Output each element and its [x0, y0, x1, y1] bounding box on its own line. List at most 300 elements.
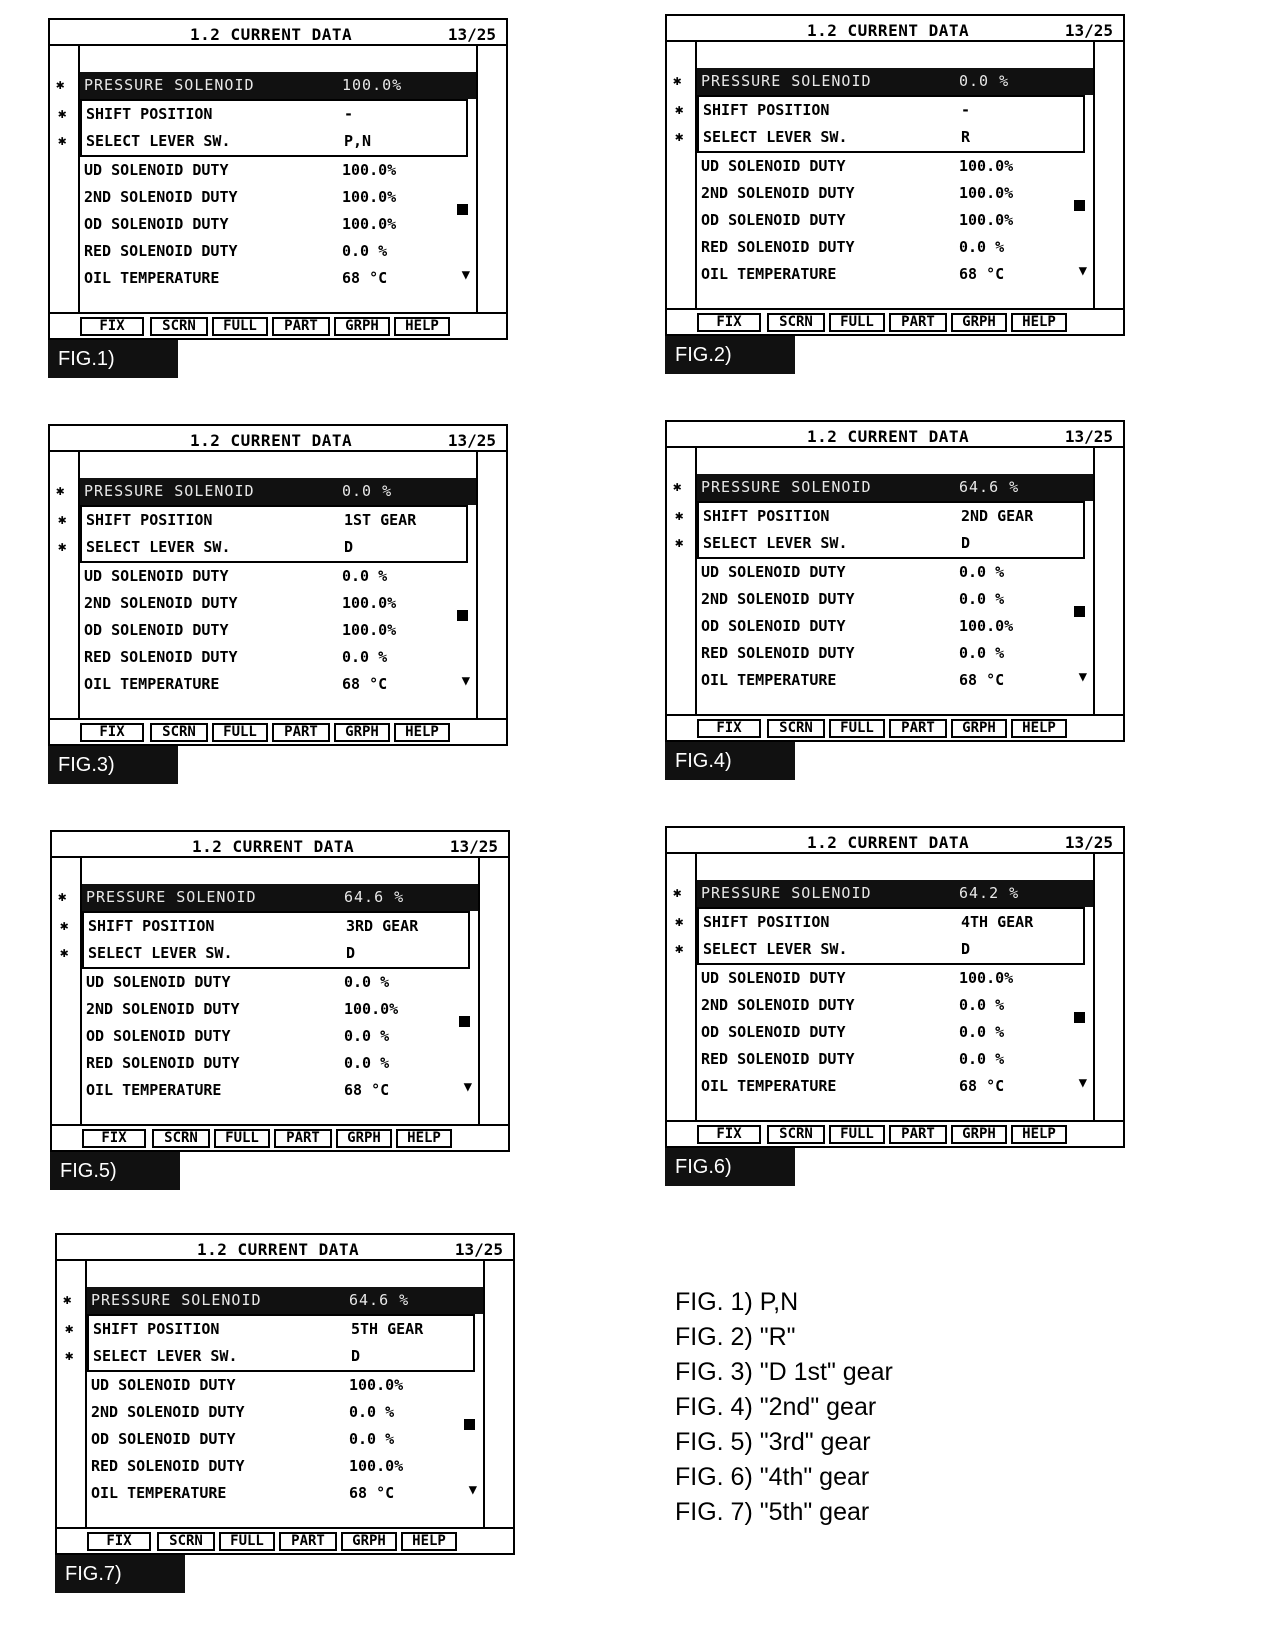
data-value: 100.0%: [959, 969, 1014, 987]
data-label: SHIFT POSITION: [93, 1320, 220, 1338]
function-key-scrn[interactable]: SCRN: [157, 1532, 215, 1551]
screen-title-bar: [667, 422, 1123, 448]
data-row[interactable]: [58, 505, 468, 534]
scan-screen: [665, 420, 1125, 742]
scrollbar[interactable]: [463, 858, 480, 1124]
scrollbar[interactable]: [461, 452, 478, 718]
function-key-grph[interactable]: GRPH: [336, 1129, 392, 1148]
function-key-scrn[interactable]: SCRN: [150, 317, 208, 336]
screen-title-bar: [50, 426, 506, 452]
function-key-fix[interactable]: FIX: [80, 317, 144, 336]
data-label: OD SOLENOID DUTY: [701, 617, 846, 635]
data-row[interactable]: [697, 1046, 1093, 1073]
page-counter: 13/25: [1064, 427, 1113, 446]
data-label: UD SOLENOID DUTY: [84, 567, 229, 585]
data-list: [56, 478, 476, 698]
data-label: SHIFT POSITION: [703, 913, 830, 931]
data-label: UD SOLENOID DUTY: [84, 161, 229, 179]
scrollbar[interactable]: [468, 1261, 485, 1527]
data-row[interactable]: [80, 211, 476, 238]
marker-icon: ✱: [673, 479, 682, 495]
function-key-help[interactable]: HELP: [394, 317, 450, 336]
figure-tag: FIG.1): [48, 340, 178, 378]
function-key-scrn[interactable]: SCRN: [152, 1129, 210, 1148]
function-key-fix[interactable]: FIX: [80, 723, 144, 742]
function-key-help[interactable]: HELP: [396, 1129, 452, 1148]
function-key-help[interactable]: HELP: [394, 723, 450, 742]
data-label: RED SOLENOID DUTY: [86, 1054, 240, 1072]
data-label: RED SOLENOID DUTY: [84, 242, 238, 260]
data-label: RED SOLENOID DUTY: [91, 1457, 245, 1475]
data-row[interactable]: [60, 911, 470, 940]
function-key-scrn[interactable]: SCRN: [767, 1125, 825, 1144]
data-value: 0.0 %: [959, 72, 1010, 90]
data-label: SELECT LEVER SW.: [86, 538, 231, 556]
function-key-help[interactable]: HELP: [1011, 313, 1067, 332]
data-list: [63, 1287, 483, 1507]
data-label: UD SOLENOID DUTY: [86, 973, 231, 991]
marker-icon: ✱: [58, 889, 67, 905]
data-value: 5TH GEAR: [351, 1320, 424, 1338]
scroll-down-icon[interactable]: ▼: [1078, 1075, 1087, 1091]
data-label: OIL TEMPERATURE: [86, 1081, 222, 1099]
data-row[interactable]: [697, 586, 1093, 613]
data-value: 64.6 %: [349, 1291, 410, 1309]
marker-icon: ✱: [56, 483, 65, 499]
data-value: 100.0%: [349, 1457, 404, 1475]
data-list: [56, 72, 476, 292]
function-key-scrn[interactable]: SCRN: [767, 719, 825, 738]
data-value: 0.0 %: [344, 1027, 390, 1045]
screen-title-bar: [52, 832, 508, 858]
data-row[interactable]: [80, 157, 476, 184]
data-label: PRESSURE SOLENOID: [86, 888, 257, 906]
data-label: UD SOLENOID DUTY: [91, 1376, 236, 1394]
data-label: RED SOLENOID DUTY: [701, 238, 855, 256]
scroll-down-icon[interactable]: ▼: [1078, 669, 1087, 685]
function-key-bar: [667, 1120, 1123, 1146]
data-label: OD SOLENOID DUTY: [86, 1027, 231, 1045]
screen-title-bar: [57, 1235, 513, 1261]
data-label: PRESSURE SOLENOID: [84, 76, 255, 94]
data-label: SELECT LEVER SW.: [93, 1347, 238, 1365]
data-value: 100.0%: [342, 161, 397, 179]
marker-icon: ✱: [675, 129, 684, 145]
data-list: [673, 474, 1093, 694]
scan-tool-panel: [55, 1233, 515, 1593]
function-key-fix[interactable]: FIX: [697, 313, 761, 332]
marker-icon: ✱: [675, 535, 684, 551]
data-label: PRESSURE SOLENOID: [701, 72, 872, 90]
data-row[interactable]: [58, 884, 478, 911]
marker-icon: ✱: [60, 918, 69, 934]
scan-tool-panel: [665, 14, 1125, 374]
scan-screen: [50, 830, 510, 1152]
function-key-fix[interactable]: FIX: [82, 1129, 146, 1148]
data-row[interactable]: [63, 1287, 483, 1314]
data-row[interactable]: [65, 1343, 475, 1372]
data-value: D: [346, 944, 356, 962]
marker-icon: ✱: [673, 885, 682, 901]
data-row[interactable]: [673, 68, 1093, 95]
data-label: SHIFT POSITION: [703, 101, 830, 119]
page-counter: 13/25: [447, 25, 496, 44]
data-value: 100.0%: [959, 157, 1014, 175]
data-row[interactable]: [82, 996, 478, 1023]
scrollbar[interactable]: [1078, 42, 1095, 308]
data-label: OIL TEMPERATURE: [84, 269, 220, 287]
scan-tool-panel: [48, 424, 508, 784]
data-row[interactable]: [697, 1073, 1093, 1100]
data-label: SHIFT POSITION: [86, 105, 213, 123]
data-row[interactable]: [87, 1480, 483, 1507]
data-label: OD SOLENOID DUTY: [701, 1023, 846, 1041]
data-value: 64.6 %: [959, 478, 1020, 496]
data-row[interactable]: [697, 559, 1093, 586]
scan-tool-panel: [50, 830, 510, 1190]
function-key-bar: [57, 1527, 513, 1553]
data-label: SHIFT POSITION: [88, 917, 215, 935]
marker-icon: ✱: [675, 914, 684, 930]
function-key-part[interactable]: PART: [272, 317, 330, 336]
data-value: 0.0 %: [342, 648, 388, 666]
data-row[interactable]: [80, 644, 476, 671]
data-value: 68 °C: [959, 1077, 1005, 1095]
scan-screen: [665, 14, 1125, 336]
data-value: 100.0%: [344, 1000, 399, 1018]
data-label: PRESSURE SOLENOID: [701, 478, 872, 496]
marker-icon: ✱: [58, 539, 67, 555]
scroll-down-icon[interactable]: ▼: [1078, 263, 1087, 279]
data-row[interactable]: [697, 965, 1093, 992]
data-value: 68 °C: [342, 675, 388, 693]
data-row[interactable]: [697, 667, 1093, 694]
function-key-part[interactable]: PART: [889, 313, 947, 332]
data-value: D: [344, 538, 354, 556]
data-row[interactable]: [65, 1314, 475, 1343]
screen-title: 1.2 CURRENT DATA: [807, 21, 970, 40]
data-value: 0.0 %: [959, 590, 1005, 608]
data-row[interactable]: [673, 880, 1093, 907]
data-row[interactable]: [87, 1399, 483, 1426]
data-row[interactable]: [675, 95, 1085, 124]
data-label: SELECT LEVER SW.: [703, 940, 848, 958]
screen-title-bar: [50, 20, 506, 46]
figure-tag: FIG.7): [55, 1555, 185, 1593]
data-row[interactable]: [80, 671, 476, 698]
data-value: D: [351, 1347, 361, 1365]
page-counter: 13/25: [1064, 833, 1113, 852]
data-value: 68 °C: [344, 1081, 390, 1099]
scrollbar[interactable]: [1078, 854, 1095, 1120]
function-key-full[interactable]: FULL: [219, 1532, 275, 1551]
marker-icon: ✱: [60, 945, 69, 961]
data-row[interactable]: [697, 1019, 1093, 1046]
marker-icon: ✱: [675, 508, 684, 524]
function-key-part[interactable]: PART: [889, 1125, 947, 1144]
page-counter: 13/25: [1064, 21, 1113, 40]
figure-legend: [675, 1285, 893, 1530]
data-label: 2ND SOLENOID DUTY: [86, 1000, 240, 1018]
data-value: 100.0%: [342, 215, 397, 233]
function-key-grph[interactable]: GRPH: [951, 719, 1007, 738]
function-key-grph[interactable]: GRPH: [334, 723, 390, 742]
data-row[interactable]: [82, 1050, 478, 1077]
data-row[interactable]: [58, 534, 468, 563]
data-value: 100.0%: [959, 184, 1014, 202]
data-value: 68 °C: [959, 265, 1005, 283]
data-row[interactable]: [675, 501, 1085, 530]
figure-tag: FIG.5): [50, 1152, 180, 1190]
data-value: 2ND GEAR: [961, 507, 1034, 525]
data-label: RED SOLENOID DUTY: [84, 648, 238, 666]
data-row[interactable]: [697, 153, 1093, 180]
function-key-full[interactable]: FULL: [829, 719, 885, 738]
function-key-part[interactable]: PART: [272, 723, 330, 742]
data-row[interactable]: [675, 936, 1085, 965]
scrollbar[interactable]: [1078, 448, 1095, 714]
data-row[interactable]: [697, 180, 1093, 207]
legend-item: FIG. 6) "4th" gear: [675, 1463, 870, 1491]
data-label: 2ND SOLENOID DUTY: [84, 188, 238, 206]
data-label: OIL TEMPERATURE: [701, 265, 837, 283]
data-value: 68 °C: [959, 671, 1005, 689]
data-row[interactable]: [58, 99, 468, 128]
function-key-fix[interactable]: FIX: [697, 1125, 761, 1144]
data-label: SELECT LEVER SW.: [703, 128, 848, 146]
data-row[interactable]: [87, 1453, 483, 1480]
marker-icon: ✱: [58, 512, 67, 528]
data-row[interactable]: [697, 613, 1093, 640]
screen-title: 1.2 CURRENT DATA: [197, 1240, 360, 1259]
data-label: OD SOLENOID DUTY: [84, 621, 229, 639]
function-key-bar: [50, 718, 506, 744]
function-key-grph[interactable]: GRPH: [341, 1532, 397, 1551]
data-list: [673, 880, 1093, 1100]
data-value: R: [961, 128, 971, 146]
figure-tag: FIG.2): [665, 336, 795, 374]
legend-item: FIG. 1) P,N: [675, 1288, 799, 1316]
scroll-down-icon[interactable]: ▼: [461, 673, 470, 689]
legend-item: FIG. 4) "2nd" gear: [675, 1393, 877, 1421]
page-counter: 13/25: [449, 837, 498, 856]
data-value: P,N: [344, 132, 372, 150]
data-row[interactable]: [697, 207, 1093, 234]
data-value: D: [961, 940, 971, 958]
page-counter: 13/25: [454, 1240, 503, 1259]
data-value: -: [344, 105, 354, 123]
data-row[interactable]: [80, 590, 476, 617]
data-row[interactable]: [675, 907, 1085, 936]
data-value: 0.0 %: [959, 1023, 1005, 1041]
function-key-scrn[interactable]: SCRN: [150, 723, 208, 742]
function-key-bar: [667, 308, 1123, 334]
data-list: [673, 68, 1093, 288]
marker-icon: ✱: [58, 106, 67, 122]
data-row[interactable]: [60, 940, 470, 969]
data-row[interactable]: [673, 474, 1093, 501]
data-label: UD SOLENOID DUTY: [701, 969, 846, 987]
data-value: 3RD GEAR: [346, 917, 419, 935]
data-label: SHIFT POSITION: [86, 511, 213, 529]
data-row[interactable]: [82, 1023, 478, 1050]
data-label: 2ND SOLENOID DUTY: [701, 184, 855, 202]
data-row[interactable]: [80, 265, 476, 292]
data-row[interactable]: [56, 72, 476, 99]
legend-item: FIG. 3) "D 1st" gear: [675, 1358, 893, 1386]
data-label: OIL TEMPERATURE: [91, 1484, 227, 1502]
data-value: D: [961, 534, 971, 552]
screen-title: 1.2 CURRENT DATA: [190, 25, 353, 44]
function-key-grph[interactable]: GRPH: [334, 317, 390, 336]
screen-title: 1.2 CURRENT DATA: [192, 837, 355, 856]
data-label: UD SOLENOID DUTY: [701, 157, 846, 175]
data-value: 0.0 %: [344, 1054, 390, 1072]
function-key-bar: [50, 312, 506, 338]
data-value: 0.0 %: [349, 1403, 395, 1421]
data-row[interactable]: [697, 234, 1093, 261]
data-label: OD SOLENOID DUTY: [701, 211, 846, 229]
function-key-full[interactable]: FULL: [212, 723, 268, 742]
data-row[interactable]: [82, 969, 478, 996]
function-key-full[interactable]: FULL: [829, 1125, 885, 1144]
data-label: SELECT LEVER SW.: [88, 944, 233, 962]
data-label: OD SOLENOID DUTY: [84, 215, 229, 233]
function-key-full[interactable]: FULL: [212, 317, 268, 336]
scan-tool-panel: [48, 18, 508, 378]
data-label: 2ND SOLENOID DUTY: [91, 1403, 245, 1421]
data-row[interactable]: [58, 128, 468, 157]
marker-icon: ✱: [675, 941, 684, 957]
data-label: OIL TEMPERATURE: [701, 671, 837, 689]
scan-screen: [48, 424, 508, 746]
screen-title: 1.2 CURRENT DATA: [190, 431, 353, 450]
function-key-bar: [667, 714, 1123, 740]
function-key-part[interactable]: PART: [889, 719, 947, 738]
scan-tool-panel: [665, 420, 1125, 780]
data-value: 0.0 %: [342, 242, 388, 260]
screen-title: 1.2 CURRENT DATA: [807, 427, 970, 446]
function-key-grph[interactable]: GRPH: [951, 313, 1007, 332]
data-row[interactable]: [56, 478, 476, 505]
data-label: OIL TEMPERATURE: [701, 1077, 837, 1095]
marker-icon: ✱: [65, 1321, 74, 1337]
marker-icon: ✱: [56, 77, 65, 93]
figure-tag: FIG.6): [665, 1148, 795, 1186]
data-row[interactable]: [675, 530, 1085, 559]
data-value: 0.0 %: [959, 563, 1005, 581]
scrollbar[interactable]: [461, 46, 478, 312]
legend-item: FIG. 7) "5th" gear: [675, 1498, 870, 1526]
data-value: 100.0%: [349, 1376, 404, 1394]
data-value: 100.0%: [342, 621, 397, 639]
data-value: 100.0%: [959, 617, 1014, 635]
scan-tool-panel: [665, 826, 1125, 1186]
function-key-grph[interactable]: GRPH: [951, 1125, 1007, 1144]
data-value: 0.0 %: [959, 996, 1005, 1014]
page-counter: 13/25: [447, 431, 496, 450]
screen-title: 1.2 CURRENT DATA: [807, 833, 970, 852]
data-label: OD SOLENOID DUTY: [91, 1430, 236, 1448]
data-value: 100.0%: [342, 76, 403, 94]
data-row[interactable]: [697, 992, 1093, 1019]
data-label: 2ND SOLENOID DUTY: [84, 594, 238, 612]
data-value: 0.0 %: [959, 644, 1005, 662]
data-value: -: [961, 101, 971, 119]
data-value: 68 °C: [342, 269, 388, 287]
scan-screen: [55, 1233, 515, 1555]
data-label: RED SOLENOID DUTY: [701, 644, 855, 662]
data-label: RED SOLENOID DUTY: [701, 1050, 855, 1068]
data-label: SELECT LEVER SW.: [86, 132, 231, 150]
function-key-scrn[interactable]: SCRN: [767, 313, 825, 332]
data-value: 0.0 %: [344, 973, 390, 991]
scroll-down-icon[interactable]: ▼: [463, 1079, 472, 1095]
data-value: 64.2 %: [959, 884, 1020, 902]
marker-icon: ✱: [58, 133, 67, 149]
scan-screen: [48, 18, 508, 340]
data-row[interactable]: [87, 1426, 483, 1453]
data-label: OIL TEMPERATURE: [84, 675, 220, 693]
screen-title-bar: [667, 16, 1123, 42]
data-label: SHIFT POSITION: [703, 507, 830, 525]
scan-screen: [665, 826, 1125, 1148]
data-row[interactable]: [675, 124, 1085, 153]
data-value: 0.0 %: [959, 238, 1005, 256]
data-row[interactable]: [87, 1372, 483, 1399]
function-key-full[interactable]: FULL: [214, 1129, 270, 1148]
marker-icon: ✱: [63, 1292, 72, 1308]
function-key-part[interactable]: PART: [274, 1129, 332, 1148]
data-label: 2ND SOLENOID DUTY: [701, 996, 855, 1014]
figure-tag: FIG.4): [665, 742, 795, 780]
data-value: 0.0 %: [959, 1050, 1005, 1068]
data-row[interactable]: [82, 1077, 478, 1104]
data-value: 0.0 %: [349, 1430, 395, 1448]
data-value: 68 °C: [349, 1484, 395, 1502]
data-value: 0.0 %: [342, 482, 393, 500]
data-row[interactable]: [697, 261, 1093, 288]
scroll-down-icon[interactable]: ▼: [461, 267, 470, 283]
function-key-full[interactable]: FULL: [829, 313, 885, 332]
data-value: 100.0%: [959, 211, 1014, 229]
data-label: SELECT LEVER SW.: [703, 534, 848, 552]
figure-tag: FIG.3): [48, 746, 178, 784]
data-row[interactable]: [80, 184, 476, 211]
data-label: 2ND SOLENOID DUTY: [701, 590, 855, 608]
function-key-fix[interactable]: FIX: [697, 719, 761, 738]
legend-item: FIG. 2) "R": [675, 1323, 796, 1351]
data-row[interactable]: [80, 563, 476, 590]
function-key-help[interactable]: HELP: [1011, 1125, 1067, 1144]
marker-icon: ✱: [673, 73, 682, 89]
function-key-bar: [52, 1124, 508, 1150]
function-key-part[interactable]: PART: [279, 1532, 337, 1551]
data-value: 1ST GEAR: [344, 511, 417, 529]
scroll-down-icon[interactable]: ▼: [468, 1482, 477, 1498]
data-row[interactable]: [697, 640, 1093, 667]
data-value: 64.6 %: [344, 888, 405, 906]
data-value: 4TH GEAR: [961, 913, 1034, 931]
data-list: [58, 884, 478, 1104]
data-row[interactable]: [80, 617, 476, 644]
data-row[interactable]: [80, 238, 476, 265]
data-value: 0.0 %: [342, 567, 388, 585]
function-key-fix[interactable]: FIX: [87, 1532, 151, 1551]
function-key-help[interactable]: HELP: [401, 1532, 457, 1551]
marker-icon: ✱: [675, 102, 684, 118]
function-key-help[interactable]: HELP: [1011, 719, 1067, 738]
